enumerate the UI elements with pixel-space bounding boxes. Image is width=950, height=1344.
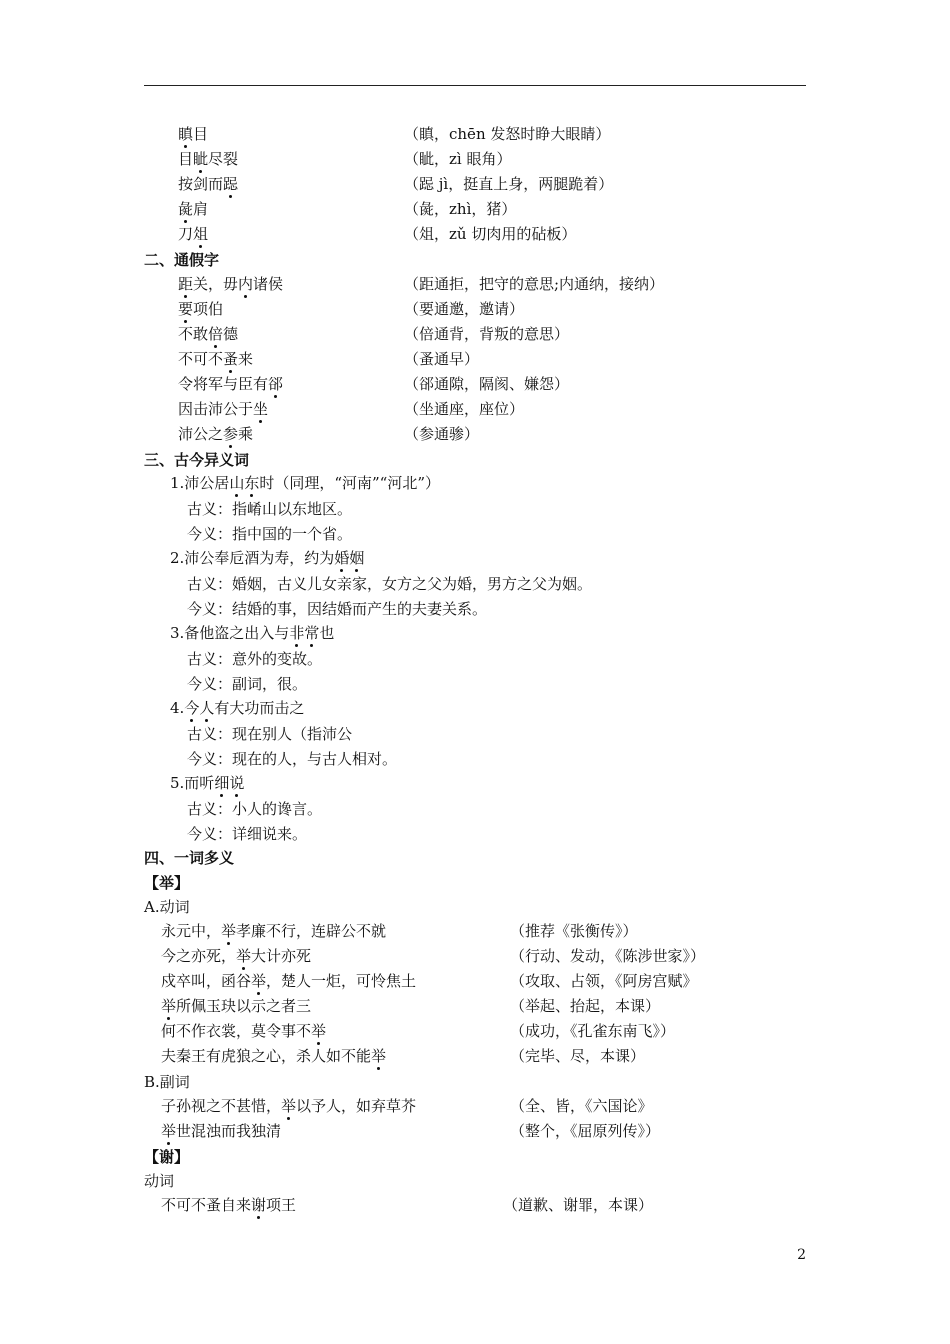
sec3-new-4: 今义：详细说来。 [187, 825, 308, 843]
sec3-item-4: 5.而听细说 [170, 774, 245, 792]
sec3-item-2: 3.备他盗之出入与非常也 [170, 624, 335, 642]
sec2-item-0: 距关，毋内诸侯 [178, 275, 284, 293]
page-number: 2 [797, 1247, 806, 1263]
sec1-item-1: 目眦尽裂 [178, 150, 239, 168]
sec1-note-1: （眦，zì 眼角） [404, 150, 512, 168]
sec3-new-3: 今义：现在的人，与古人相对。 [187, 750, 398, 768]
sec1-note-3: （彘，zhì，猪） [404, 200, 517, 218]
sec2-item-5: 因击沛公于坐 [178, 400, 269, 418]
sec3-old-2: 古义：意外的变故。 [187, 650, 323, 668]
sec3-new-1: 今义：结婚的事，因结婚而产生的夫妻关系。 [187, 600, 488, 618]
sec3-old-1: 古义：婚姻，古义儿女亲家，女方之父为婚，男方之父为姻。 [187, 575, 593, 593]
sec3-item-0: 1.沛公居山东时（同理，“河南”“河北”） [170, 474, 441, 492]
ju-heading: 【举】 [144, 874, 190, 892]
ju-b-item-1: 举世混浊而我独清 [161, 1122, 282, 1140]
sec2-note-4: （郤通隙，隔阂、嫌怨） [404, 375, 570, 393]
ju-a-note-0: （推荐《张衡传》） [510, 922, 638, 940]
sec2-title: 二、通假字 [144, 251, 220, 269]
ju-b-note-0: （全、皆，《六国论》 [510, 1097, 653, 1115]
sec1-item-2: 按剑而跽 [178, 175, 239, 193]
sec3-old-3: 古义：现在别人（指沛公 [187, 725, 353, 743]
sec3-new-0: 今义：指中国的一个省。 [187, 525, 353, 543]
ju-a-item-3: 举所佩玉玦以示之者三 [161, 997, 312, 1015]
sec2-note-3: （蚤通早） [404, 350, 480, 368]
ju-a-item-5: 夫秦王有虎狼之心，杀人如不能举 [161, 1047, 387, 1065]
header-rule [144, 85, 806, 86]
sec3-item-1: 2.沛公奉卮酒为寿，约为婚姻 [170, 549, 365, 567]
ju-a-label: A.动词 [144, 898, 190, 916]
sec1-item-3: 彘肩 [178, 200, 209, 218]
sec2-item-4: 令将军与臣有郤 [178, 375, 284, 393]
sec3-old-0: 古义：指崤山以东地区。 [187, 500, 353, 518]
sec1-note-4: （俎，zǔ 切肉用的砧板） [404, 225, 577, 243]
ju-a-note-1: （行动、发动，《陈涉世家》） [510, 947, 706, 965]
sec2-item-3: 不可不蚤来 [178, 350, 254, 368]
ju-b-item-0: 子孙视之不甚惜，举以予人，如弃草芥 [161, 1097, 417, 1115]
xie-a-label: 动词 [144, 1172, 175, 1190]
ju-a-item-1: 今之亦死，举大计亦死 [161, 947, 312, 965]
sec1-item-4: 刀俎 [178, 225, 209, 243]
ju-a-note-4: （成功，《孔雀东南飞》） [510, 1022, 676, 1040]
ju-a-note-5: （完毕、尽，本课） [510, 1047, 646, 1065]
ju-a-item-2: 戍卒叫，函谷举，楚人一炬，可怜焦土 [161, 972, 417, 990]
ju-b-label: B.副词 [144, 1073, 190, 1091]
ju-a-item-4: 何不作衣裳，莫令事不举 [161, 1022, 327, 1040]
sec2-item-1: 要项伯 [178, 300, 224, 318]
sec3-old-4: 古义：小人的谗言。 [187, 800, 323, 818]
ju-a-item-0: 永元中，举孝廉不行，连辟公不就 [161, 922, 387, 940]
sec1-note-2: （跽 jì，挺直上身，两腿跪着） [404, 175, 614, 193]
sec3-new-2: 今义：副词，很。 [187, 675, 308, 693]
sec1-note-0: （瞋，chēn 发怒时睁大眼睛） [404, 125, 611, 143]
xie-heading: 【谢】 [144, 1148, 190, 1166]
ju-b-note-1: （整个，《屈原列传》） [510, 1122, 661, 1140]
ju-a-note-3: （举起、抬起，本课） [510, 997, 661, 1015]
sec1-item-0: 瞋目 [178, 125, 209, 143]
sec2-note-0: （距通拒，把守的意思;内通纳，接纳） [404, 275, 665, 293]
sec2-note-6: （参通骖） [404, 425, 480, 443]
sec4-title: 四、一词多义 [144, 849, 235, 867]
sec3-title: 三、古今异义词 [144, 451, 250, 469]
xie-note-0: （道歉、谢罪，本课） [503, 1196, 654, 1214]
sec3-item-3: 4.今人有大功而击之 [170, 699, 305, 717]
sec2-note-2: （倍通背，背叛的意思） [404, 325, 570, 343]
sec2-item-2: 不敢倍德 [178, 325, 239, 343]
sec2-note-5: （坐通座，座位） [404, 400, 525, 418]
xie-item-0: 不可不蚤自来谢项王 [161, 1196, 297, 1214]
sec2-item-6: 沛公之参乘 [178, 425, 254, 443]
sec2-note-1: （要通邀，邀请） [404, 300, 525, 318]
ju-a-note-2: （攻取、占领，《阿房宫赋》 [510, 972, 698, 990]
